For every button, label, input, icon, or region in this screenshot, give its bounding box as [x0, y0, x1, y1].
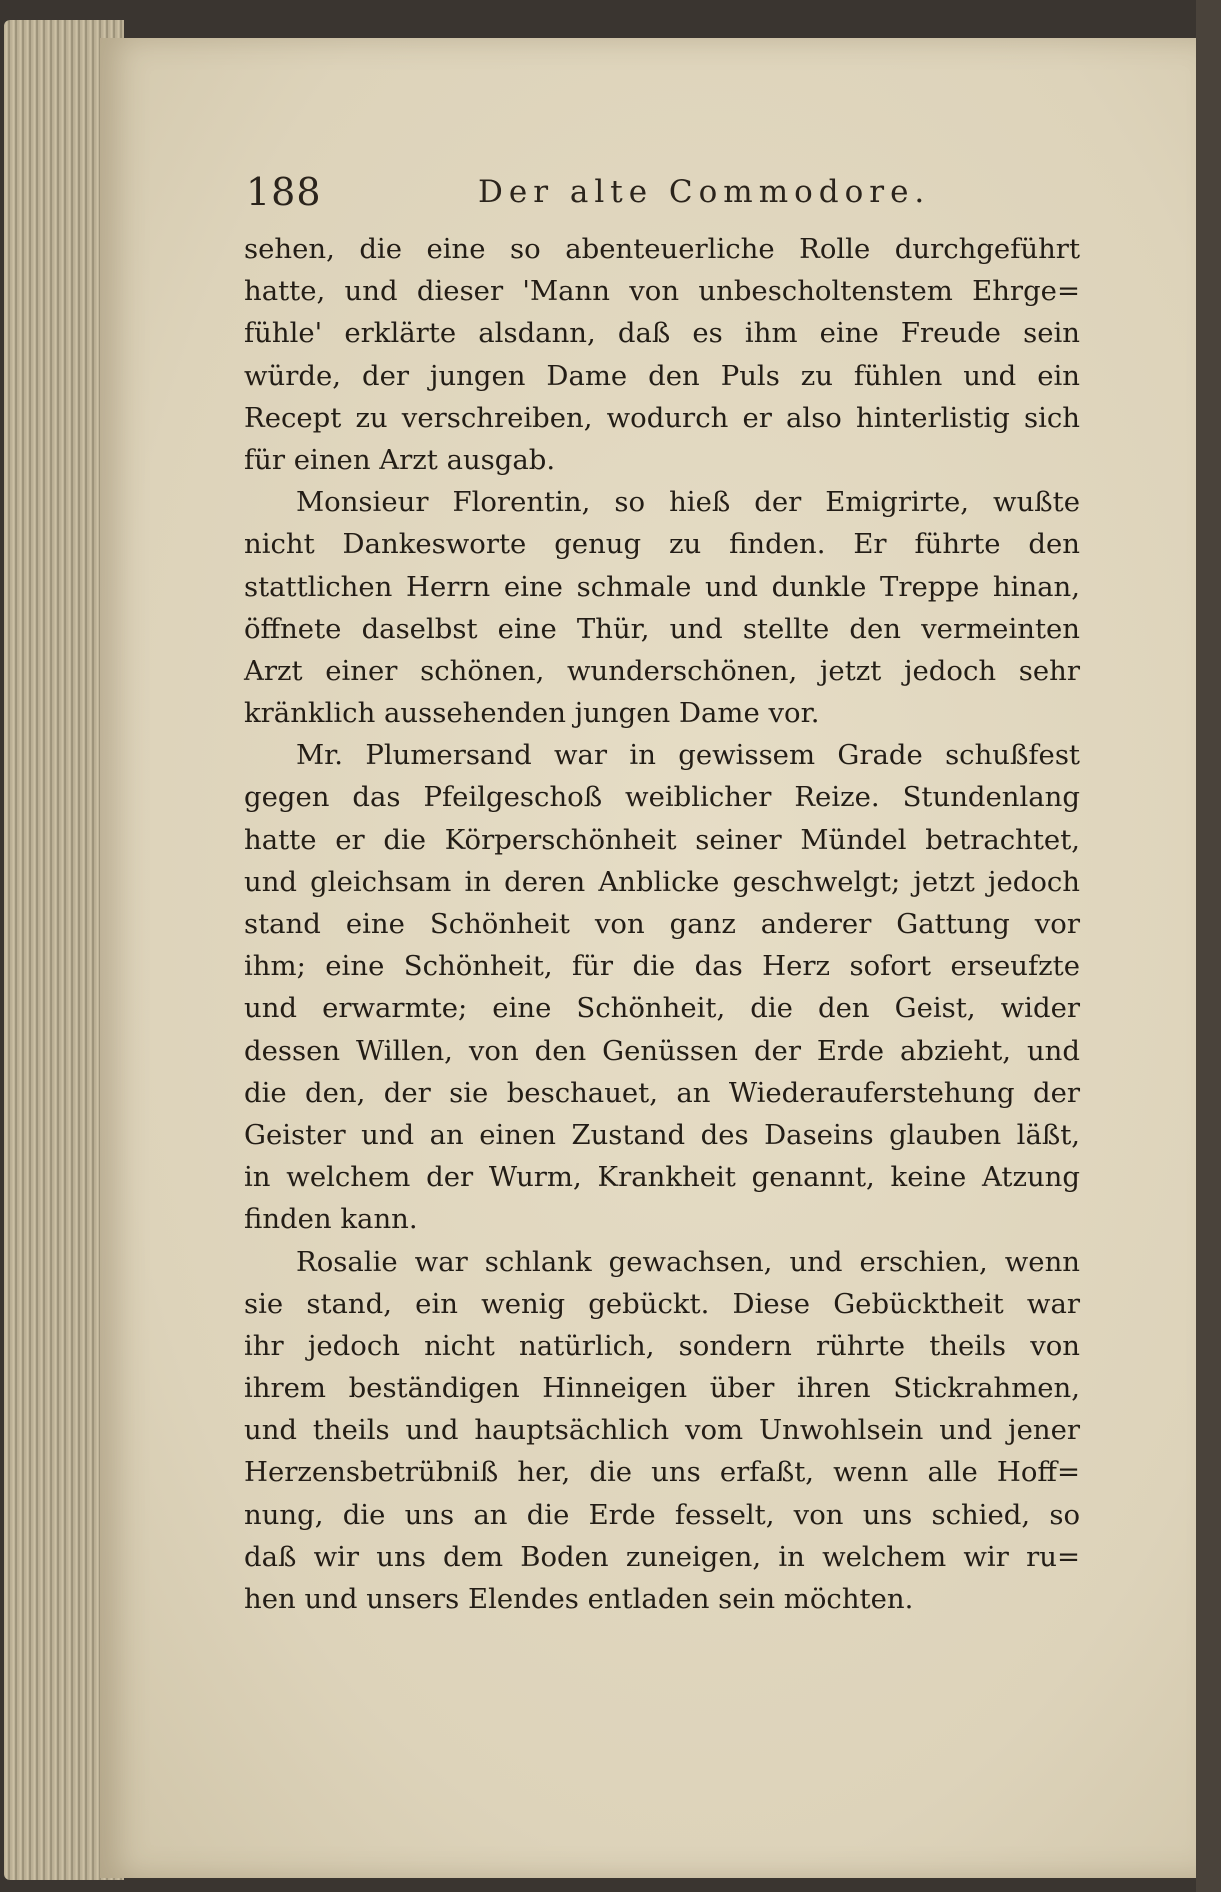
text-line: kränklich aussehenden jungen Dame vor. [244, 697, 820, 730]
text-line: hatte, und dieser 'Mann von unbescholtenstem Ehrge= [244, 275, 1080, 308]
page-number: 188 [246, 170, 322, 214]
text-line: nicht Dankesworte genug zu finden. Er führte den [244, 528, 1080, 561]
text-line: stattlichen Herrn eine schmale und dunkle Treppe hinan, [244, 570, 1080, 603]
text-line: Herzensbetrübniß her, die uns erfaßt, wenn alle Hoff= [244, 1456, 1080, 1489]
text-line: Geister und an einen Zustand des Daseins glauben läßt, [244, 1118, 1080, 1151]
text-line: fühle' erklärte alsdann, daß es ihm eine Freude sein [244, 317, 1080, 350]
text-line: dessen Willen, von den Genüssen der Erde abzieht, und [244, 1034, 1080, 1067]
text-line: nung, die uns an die Erde fesselt, von uns schied, so [244, 1498, 1080, 1531]
text-line: Mr. Plumersand war in gewissem Grade schußfest [296, 739, 1080, 772]
text-line: stand eine Schönheit von ganz anderer Gattung vor [244, 908, 1080, 940]
text-line: ihrem beständigen Hinneigen über ihren Stickrahmen, [244, 1372, 1080, 1405]
text-line: und erwarmte; eine Schönheit, die den Geist, wider [244, 992, 1080, 1025]
text-line: hen und unsers Elendes entladen sein möchten. [244, 1583, 914, 1615]
text-line: daß wir uns dem Boden zuneigen, in welchem wir ru= [244, 1540, 1080, 1573]
text-line: hatte er die Körperschönheit seiner Mündel betrachtet, [244, 823, 1080, 856]
text-line: und theils und hauptsächlich vom Unwohlsein und jener [244, 1414, 1080, 1447]
text-line: öffnete daselbst eine Thür, und stellte den vermeinten [244, 612, 1080, 645]
text-line: ihm; eine Schönheit, für die das Herz sofort erseufzte [244, 950, 1080, 983]
text-line: Rosalie war schlank gewachsen, und erschien, wenn [296, 1245, 1080, 1278]
text-line: in welchem der Wurm, Krankheit genannt, keine Atzung [244, 1161, 1080, 1194]
text-line: Monsieur Florentin, so hieß der Emigrirte, wußte [296, 486, 1080, 519]
text-line: ihr jedoch nicht natürlich, sondern rührte theils von [244, 1329, 1080, 1362]
text-line: finden kann. [244, 1203, 418, 1236]
body-text [244, 228, 1080, 1620]
running-head: Der alte Commodore. [478, 174, 931, 210]
text-line: gegen das Pfeilgeschoß weiblicher Reize. Stundenlang [244, 781, 1080, 814]
text-line: sie stand, ein wenig gebückt. Diese Gebücktheit war [244, 1287, 1080, 1320]
text-line: sehen, die eine so abenteuerliche Rolle durchgeführt [244, 233, 1080, 265]
page-header [246, 170, 1086, 220]
text-line: die den, der sie beschauet, an Wiederauferstehung der [244, 1076, 1080, 1109]
binding-edge [1196, 0, 1221, 1892]
text-line: würde, der jungen Dame den Puls zu fühlen und ein [244, 359, 1080, 392]
text-line: Recept zu verschreiben, wodurch er also hinterlistig sich [244, 401, 1080, 434]
text-line: für einen Arzt ausgab. [244, 443, 556, 476]
text-line: und gleichsam in deren Anblicke geschwelgt; jetzt jedoch [244, 865, 1080, 898]
text-line: Arzt einer schönen, wunderschönen, jetzt jedoch sehr [244, 654, 1080, 687]
